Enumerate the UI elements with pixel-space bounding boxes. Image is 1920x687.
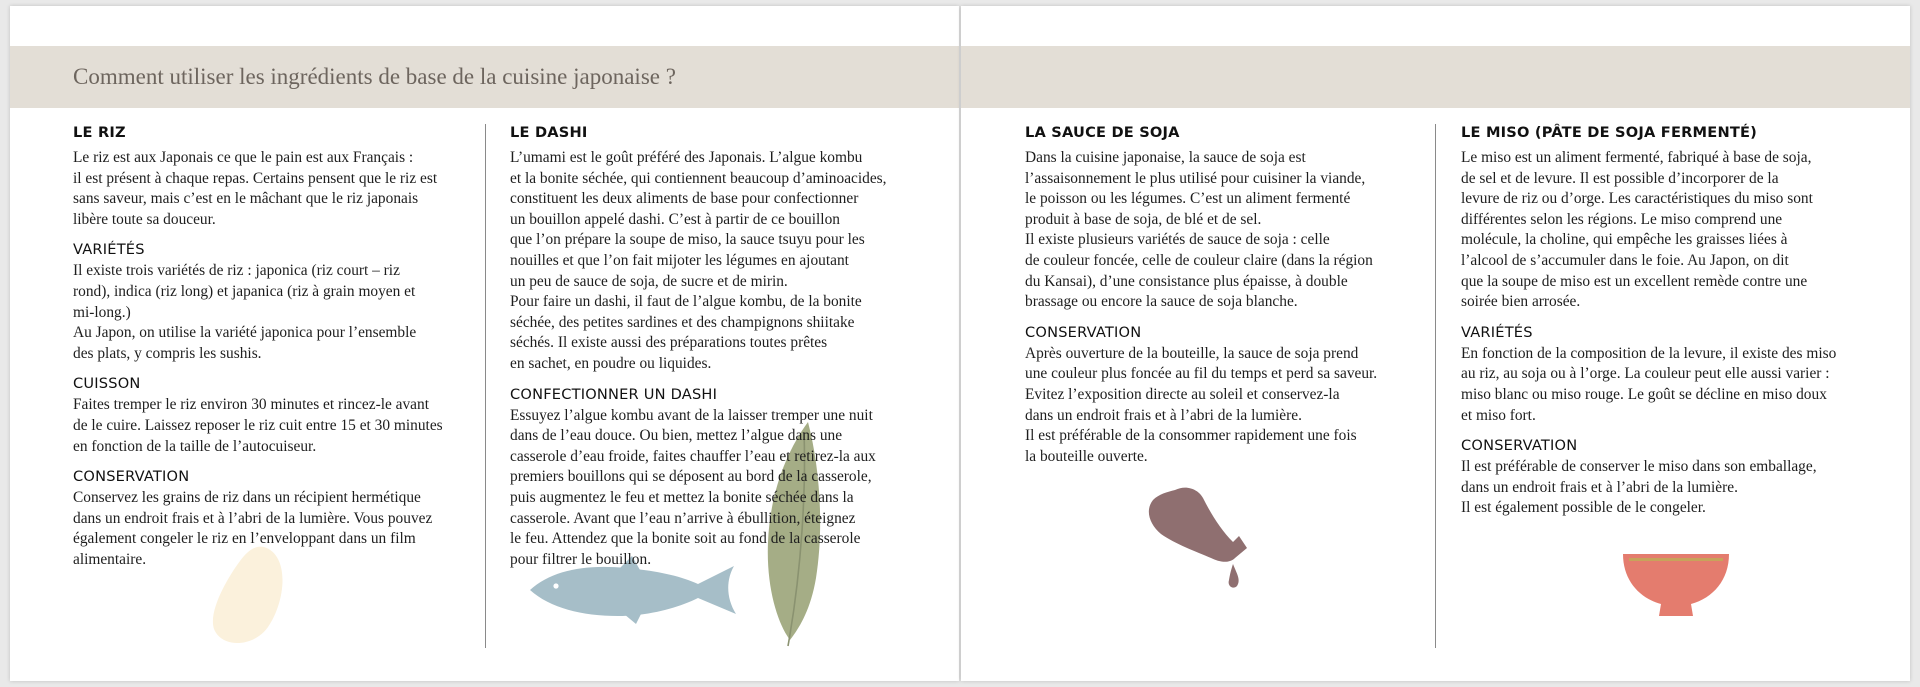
- text-line: en fonction de la taille de l’autocuiseur.: [73, 437, 317, 455]
- paragraph-dashi-confection: [510, 406, 930, 571]
- text-line: un bouillon appelé dashi. C’est à partir de ce bouillon: [510, 210, 840, 228]
- text-line: nouilles et que l’on fait mijoter les légumes en ajoutant: [510, 251, 849, 269]
- text-line: Pour faire un dashi, il faut de l’algue kombu, de la bonite: [510, 293, 862, 311]
- column-divider: [485, 124, 486, 648]
- text-line: Le miso est un aliment fermenté, fabriqué à base de soja,: [1461, 149, 1812, 166]
- subtitle-riz-conservation: CONSERVATION: [73, 468, 190, 486]
- text-line: dans de l’eau douce. Ou bien, mettez l’algue dans une: [510, 427, 843, 445]
- title-band-right: [961, 46, 1910, 108]
- text-line: du Kansai), d’une consistance plus épaisse, à double: [1025, 272, 1348, 290]
- text-line: molécule, la choline, qui empêche les graisses liées à: [1461, 231, 1788, 249]
- text-line: Conservez les grains de riz dans un récipient hermétique: [73, 489, 421, 507]
- text-line: le poisson ou les légumes. C’est un aliment fermenté: [1025, 190, 1351, 208]
- text-line: brassage ou encore la sauce de soja blanche.: [1025, 293, 1298, 311]
- text-line: au riz, au soja ou à l’orge. La couleur peut elle aussi varier :: [1461, 365, 1830, 383]
- right-page: [961, 6, 1910, 681]
- subtitle-miso-varietes: VARIÉTÉS: [1461, 323, 1533, 341]
- text-line: de sel et de levure. Il est possible d’incorporer de la: [1461, 169, 1779, 187]
- text-line: en sachet, en poudre ou liquides.: [510, 354, 712, 372]
- text-line: Au Japon, on utilise la variété japonica pour l’ensemble: [73, 324, 417, 342]
- section-title-dashi: LE DASHI: [510, 124, 588, 141]
- text-line: Evitez l’exposition directe au soleil et conservez-la: [1025, 385, 1340, 403]
- text-line: En fonction de la composition de la levure, il existe des miso: [1461, 344, 1837, 362]
- paragraph-dashi-intro: [510, 148, 930, 375]
- text-line: soirée bien arrosée.: [1461, 293, 1581, 311]
- text-line: L’umami est le goût préféré des Japonais. L’algue kombu: [510, 149, 863, 166]
- text-line: Il existe trois variétés de riz : japonica (riz court – riz: [73, 262, 400, 280]
- paragraph-riz-intro: [73, 148, 473, 230]
- text-line: un peu de sauce de soja, de sucre et de mirin.: [510, 272, 788, 290]
- text-line: puis augmentez le feu et mettez la bonite séchée dans la: [510, 488, 854, 506]
- text-line: que l’on prépare la soupe de miso, la sauce tsuyu pour les: [510, 231, 865, 249]
- subtitle-riz-varietes: VARIÉTÉS: [73, 241, 145, 259]
- text-line: Essuyez l’algue kombu avant de la laisser tremper une nuit: [510, 406, 873, 424]
- text-line: Il est préférable de conserver le miso dans son emballage,: [1461, 458, 1817, 476]
- text-line: libère toute sa douceur.: [73, 210, 216, 228]
- text-line: Après ouverture de la bouteille, la sauce de soja prend: [1025, 344, 1359, 362]
- paragraph-riz-conservation: [73, 488, 473, 570]
- subtitle-riz-cuisson: CUISSON: [73, 375, 141, 393]
- text-line: dans un endroit frais et à l’abri de la lumière.: [1461, 478, 1738, 496]
- paragraph-soja-conservation: [1025, 344, 1425, 468]
- left-page: [10, 6, 959, 681]
- section-title-soja: LA SAUCE DE SOJA: [1025, 124, 1180, 141]
- text-line: dans un endroit frais et à l’abri de la lumière.: [1025, 406, 1302, 424]
- subtitle-dashi-confection: CONFECTIONNER UN DASHI: [510, 385, 718, 403]
- text-line: l’alcool de s’accumuler dans le foie. Au Japon, on dit: [1461, 251, 1789, 269]
- text-line: casserole. Avant que l’eau n’arrive à ébullition, éteignez: [510, 509, 856, 527]
- text-line: l’assaisonnement le plus utilisé pour cuisiner la viande,: [1025, 169, 1366, 187]
- text-line: alimentaire.: [73, 550, 147, 568]
- page-title: Comment utiliser les ingrédients de base de la cuisine japonaise ?: [73, 64, 676, 89]
- paragraph-miso-varietes: [1461, 344, 1881, 426]
- text-line: une couleur plus foncée au fil du temps et perd sa saveur.: [1025, 365, 1378, 383]
- section-title-miso: LE MISO (PÂTE DE SOJA FERMENTÉ): [1461, 124, 1758, 141]
- column-divider: [1435, 124, 1436, 648]
- text-line: Le riz est aux Japonais ce que le pain est aux Français :: [73, 149, 414, 166]
- text-line: il est présent à chaque repas. Certains pensent que le riz est: [73, 169, 438, 187]
- paragraph-riz-cuisson: [73, 395, 473, 457]
- text-line: Dans la cuisine japonaise, la sauce de soja est: [1025, 149, 1306, 166]
- text-line: des plats, y compris les sushis.: [73, 344, 262, 362]
- paragraph-soja-intro: [1025, 148, 1425, 313]
- text-line: levure de riz ou d’orge. Les caractéristiques du miso sont: [1461, 190, 1813, 208]
- text-line: de le cuire. Laissez reposer le riz cuit entre 15 et 30 minutes: [73, 416, 443, 434]
- column-miso: [1461, 123, 1881, 519]
- text-line: séchés. Il existe aussi des préparations toutes prêtes: [510, 334, 828, 352]
- text-line: constituent les deux aliments de base pour confectionner: [510, 190, 859, 208]
- text-line: dans un endroit frais et à l’abri de la lumière. Vous pouvez: [73, 509, 433, 527]
- text-line: que la soupe de miso est un excellent remède contre une: [1461, 272, 1808, 290]
- text-line: rond), indica (riz long) et japanica (riz à grain moyen et: [73, 282, 416, 300]
- text-line: Il est également possible de le congeler.: [1461, 499, 1706, 517]
- paragraph-miso-intro: [1461, 148, 1881, 313]
- soy-bottle-icon: [1145, 484, 1255, 608]
- text-line: également congeler le riz en l’enveloppant dans un film: [73, 530, 416, 548]
- text-line: sans saveur, mais c’est en le mâchant que le riz japonais: [73, 190, 419, 208]
- column-dashi: [510, 123, 930, 570]
- text-line: la bouteille ouverte.: [1025, 447, 1148, 465]
- text-line: le feu. Attendez que la bonite soit au fond de la casserole: [510, 530, 861, 548]
- text-line: et miso fort.: [1461, 406, 1536, 424]
- text-line: et la bonite séchée, qui contiennent beaucoup d’aminoacides,: [510, 169, 887, 187]
- text-line: Faites tremper le riz environ 30 minutes et rincez-le avant: [73, 396, 429, 414]
- text-line: produit à base de soja, de blé et de sel.: [1025, 210, 1262, 228]
- title-band: [10, 46, 959, 108]
- subtitle-soja-conservation: CONSERVATION: [1025, 323, 1142, 341]
- section-title-riz: LE RIZ: [73, 124, 126, 141]
- column-riz: [73, 123, 473, 571]
- paragraph-miso-conservation: [1461, 457, 1881, 519]
- text-line: mi-long.): [73, 303, 131, 321]
- text-line: séchée, des petites sardines et des champignons shiitake: [510, 313, 855, 331]
- text-line: Il est préférable de la consommer rapidement une fois: [1025, 427, 1357, 445]
- text-line: miso blanc ou miso rouge. Le goût se décline en miso doux: [1461, 385, 1827, 403]
- miso-bowl-icon: [1621, 546, 1731, 622]
- text-line: casserole d’eau froide, faites chauffer l’eau et retirez-la aux: [510, 447, 876, 465]
- subtitle-miso-conservation: CONSERVATION: [1461, 437, 1578, 455]
- text-line: premiers bouillons qui se déposent au bord de la casserole,: [510, 468, 872, 486]
- text-line: Il existe plusieurs variétés de sauce de soja : celle: [1025, 231, 1330, 249]
- text-line: de couleur foncée, celle de couleur claire (dans la région: [1025, 251, 1373, 269]
- text-line: différentes selon les régions. Le miso comprend une: [1461, 210, 1783, 228]
- text-line: pour filtrer le bouillon.: [510, 550, 652, 568]
- paragraph-riz-varietes: [73, 261, 473, 364]
- column-soja: [1025, 123, 1425, 467]
